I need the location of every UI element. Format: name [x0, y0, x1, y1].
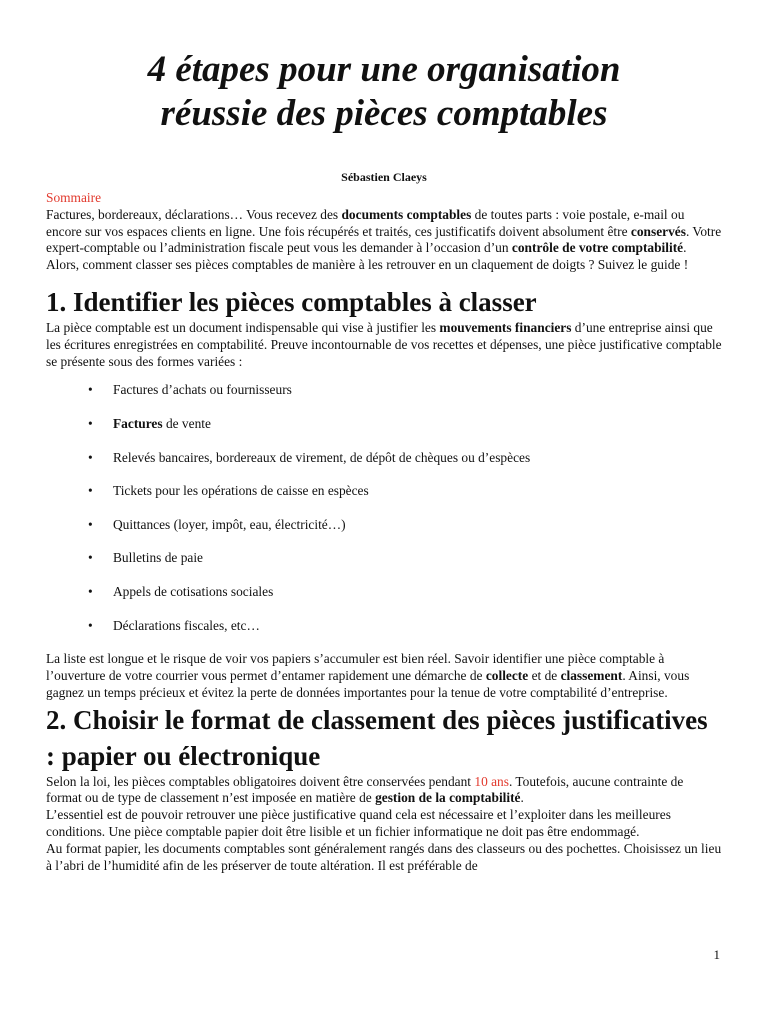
section-2-paragraph-1 [46, 774, 722, 808]
section-2-heading: 2. Choisir le format de classement des pièces justificatives : papier ou électronique [46, 704, 708, 771]
list-item: • Relevés bancaires, bordereaux de virement, de dépôt de chèques ou d’espèces [46, 450, 722, 467]
text: de toutes parts : voie postale, e-mail ou encore sur vos espaces clients en ligne. Une fois récupérés et traités, ces justificatifs doivent absolument être [46, 206, 685, 239]
bold-text: classement [560, 667, 623, 683]
text: . [683, 240, 687, 256]
accounting-documents-list [46, 382, 722, 634]
list-item: • Factures d’achats ou fournisseurs [46, 382, 722, 399]
text: . Toutefois, aucune contrainte de format ou de type de classement n’est imposée en matière de [46, 773, 684, 806]
document-title [46, 48, 722, 136]
list-item: • Quittances (loyer, impôt, eau, électricité…) [46, 517, 722, 534]
text: Factures, bordereaux, déclarations… Vous recevez des [46, 206, 342, 222]
section-2-paragraph-2: L’essentiel est de pouvoir retrouver une pièce justificative quand cela est nécessaire et l’exploiter dans les meilleures conditions. Une pièce comptable papier doit être lisible et un fichier informatique ne doit pas être endommagé. [46, 807, 671, 839]
title-line-2: réussie des pièces comptables [160, 93, 608, 134]
section-2-paragraph-3: Au format papier, les documents comptables sont généralement rangés dans des classeurs ou des pochettes. Choisissez un lieu à l’abri de l’humidité afin de les préserver de toute altération. Il est préférable de [46, 840, 722, 873]
page-number: 1 [713, 947, 720, 962]
list-item: • Bulletins de paie [46, 550, 722, 567]
highlight-text[interactable]: 10 ans [474, 773, 509, 789]
section-1-paragraph-2 [46, 651, 722, 701]
text: . [520, 790, 524, 806]
intro-paragraph [46, 207, 722, 257]
bold-text: gestion de la comptabilité [375, 790, 521, 806]
text: La pièce comptable est un document indispensable qui vise à justifier les [46, 319, 440, 335]
list-item: • Déclarations fiscales, etc… [46, 618, 722, 635]
sommaire-link[interactable]: Sommaire [46, 190, 102, 205]
intro-paragraph-2: Alors, comment classer ses pièces comptables de manière à les retrouver en un claquement de doigts ? Suivez le guide ! [46, 257, 689, 273]
text: . Ainsi, vous gagnez un temps précieux et évitez la perte de données importantes pour la tenue de votre comptabilité d’entreprise. [46, 667, 690, 700]
text: Selon la loi, les pièces comptables obligatoires doivent être conservées pendant [46, 773, 475, 789]
document-page [46, 0, 722, 874]
section-1-paragraph-1 [46, 320, 722, 370]
bold-text: documents comptables [341, 206, 472, 222]
text: d’une entreprise ainsi que les écritures enregistrées en comptabilité. Preuve incontournable de vos recettes et dépenses, une pièce justificative comptable se présente sous des formes variées : [46, 319, 722, 369]
text: et de [528, 667, 561, 683]
bold-text: contrôle de votre comptabilité [511, 240, 684, 256]
list-item: • Factures de vente [46, 416, 722, 433]
title-line-1: 4 étapes pour une organisation [147, 49, 621, 90]
list-item: • Tickets pour les opérations de caisse en espèces [46, 483, 722, 500]
bold-text: collecte [485, 667, 529, 683]
author-name: Sébastien Claeys [341, 170, 427, 184]
list-item: • Appels de cotisations sociales [46, 584, 722, 601]
bold-text: conservés [630, 223, 686, 239]
text: La liste est longue et le risque de voir vos papiers s’accumuler est bien réel. Savoir identifier une pièce comptable à l’ouverture de votre courrier vous permet d’entamer rapidement une démarche de [46, 651, 665, 683]
bold-text: mouvements financiers [439, 319, 572, 335]
text: . Votre expert-comptable ou l’administration fiscale peut vous les demander à l’occasion d’un [46, 223, 722, 256]
section-1-heading: 1. Identifier les pièces comptables à classer [46, 286, 537, 317]
